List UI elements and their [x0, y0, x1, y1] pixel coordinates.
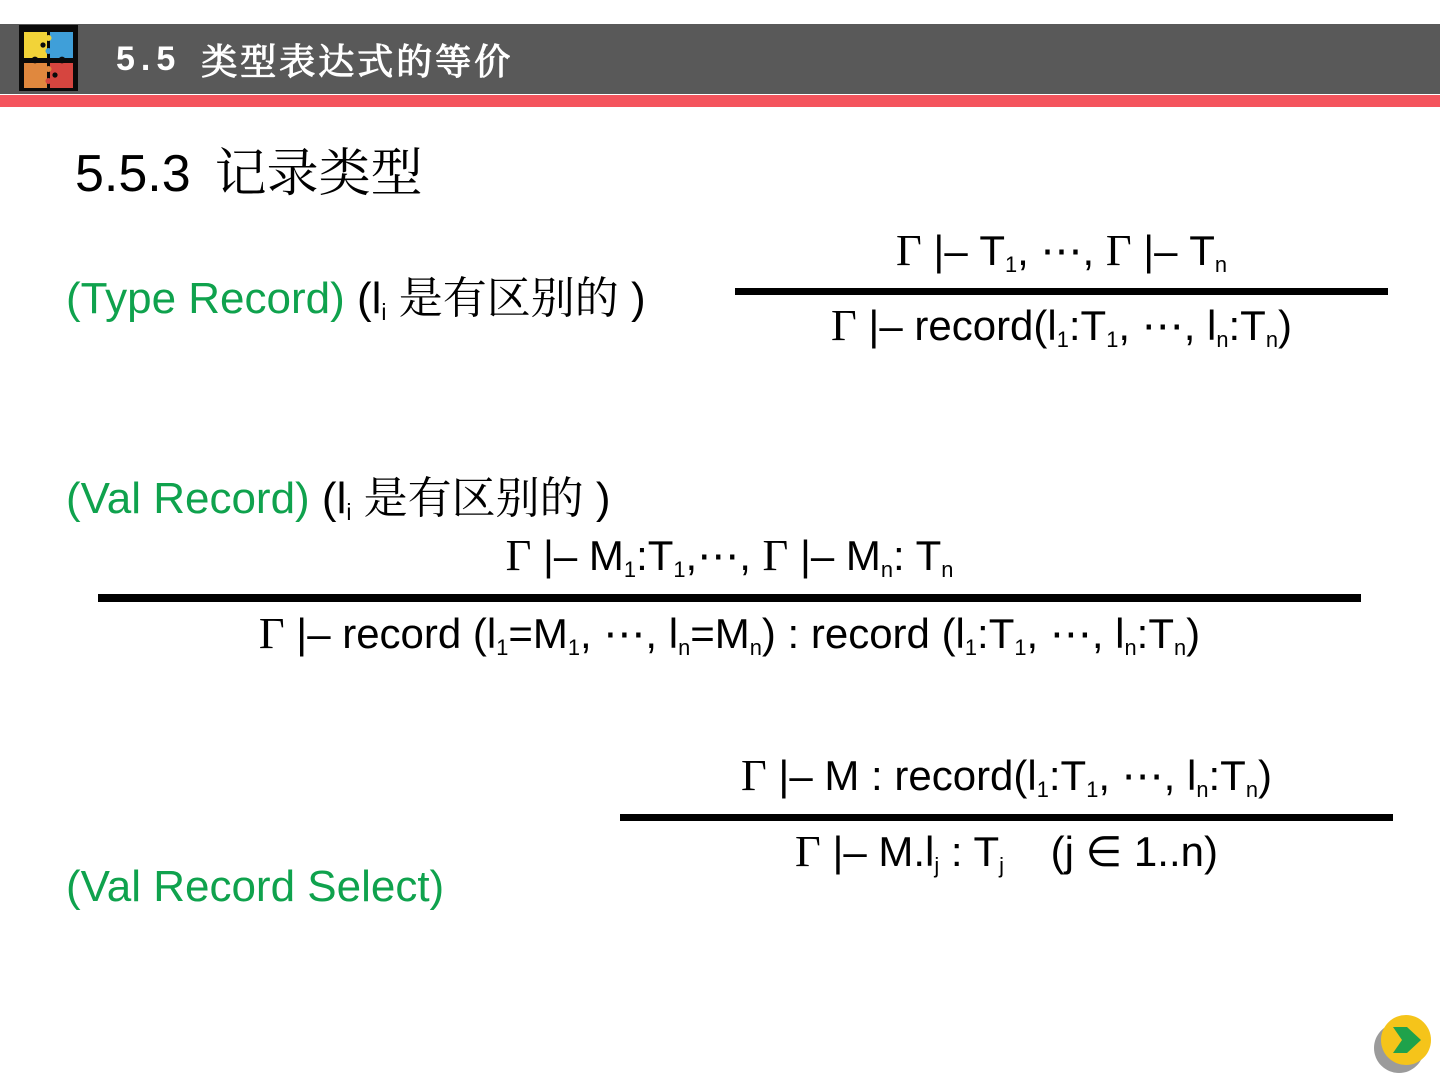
inference-rule-val-record [98, 524, 1361, 672]
rule-label-val-record-select: (Val Record Select) [66, 862, 445, 911]
inference-rule-type-record [735, 220, 1388, 363]
conclusion-val-record: Γ |– record (l1=M1, ⋯, ln=Mn) : record (l1:T1, ⋯, ln:Tn) [258, 608, 1201, 660]
inference-bar [735, 288, 1388, 295]
inference-rule-val-record-select [620, 744, 1393, 889]
premise-type-record: Γ |– T1, ⋯, Γ |– Tn [896, 225, 1227, 277]
rule-label-val-record: (Val Record) (li 是有区别的 ) [66, 474, 611, 525]
puzzle-logo-icon [19, 25, 78, 91]
header-section-title: 类型表达式的等价 [201, 40, 514, 82]
accent-stripe [0, 95, 1440, 107]
slide-title-number: 5.5.3 [75, 145, 191, 203]
next-arrow-icon [1372, 1008, 1436, 1076]
next-page-button[interactable] [1372, 1008, 1436, 1076]
premise-val-record: Γ |– M1:T1,⋯, Γ |– Mn: Tn [505, 530, 954, 582]
inference-bar [98, 594, 1361, 602]
rule-label-type-record: (Type Record) (li 是有区别的 ) [66, 274, 646, 325]
inference-bar [620, 814, 1393, 821]
header-section-number: 5.5 [116, 39, 182, 78]
conclusion-val-record-select: Γ |– M.lj : Tj (j ∈ 1..n) [795, 826, 1218, 878]
slide-title [75, 146, 423, 202]
premise-val-record-select: Γ |– M : record(l1:T1, ⋯, ln:Tn) [741, 750, 1272, 802]
header-text [116, 24, 513, 94]
slide-title-text: 记录类型 [214, 145, 423, 203]
conclusion-type-record: Γ |– record(l1:T1, ⋯, ln:Tn) [831, 300, 1292, 352]
